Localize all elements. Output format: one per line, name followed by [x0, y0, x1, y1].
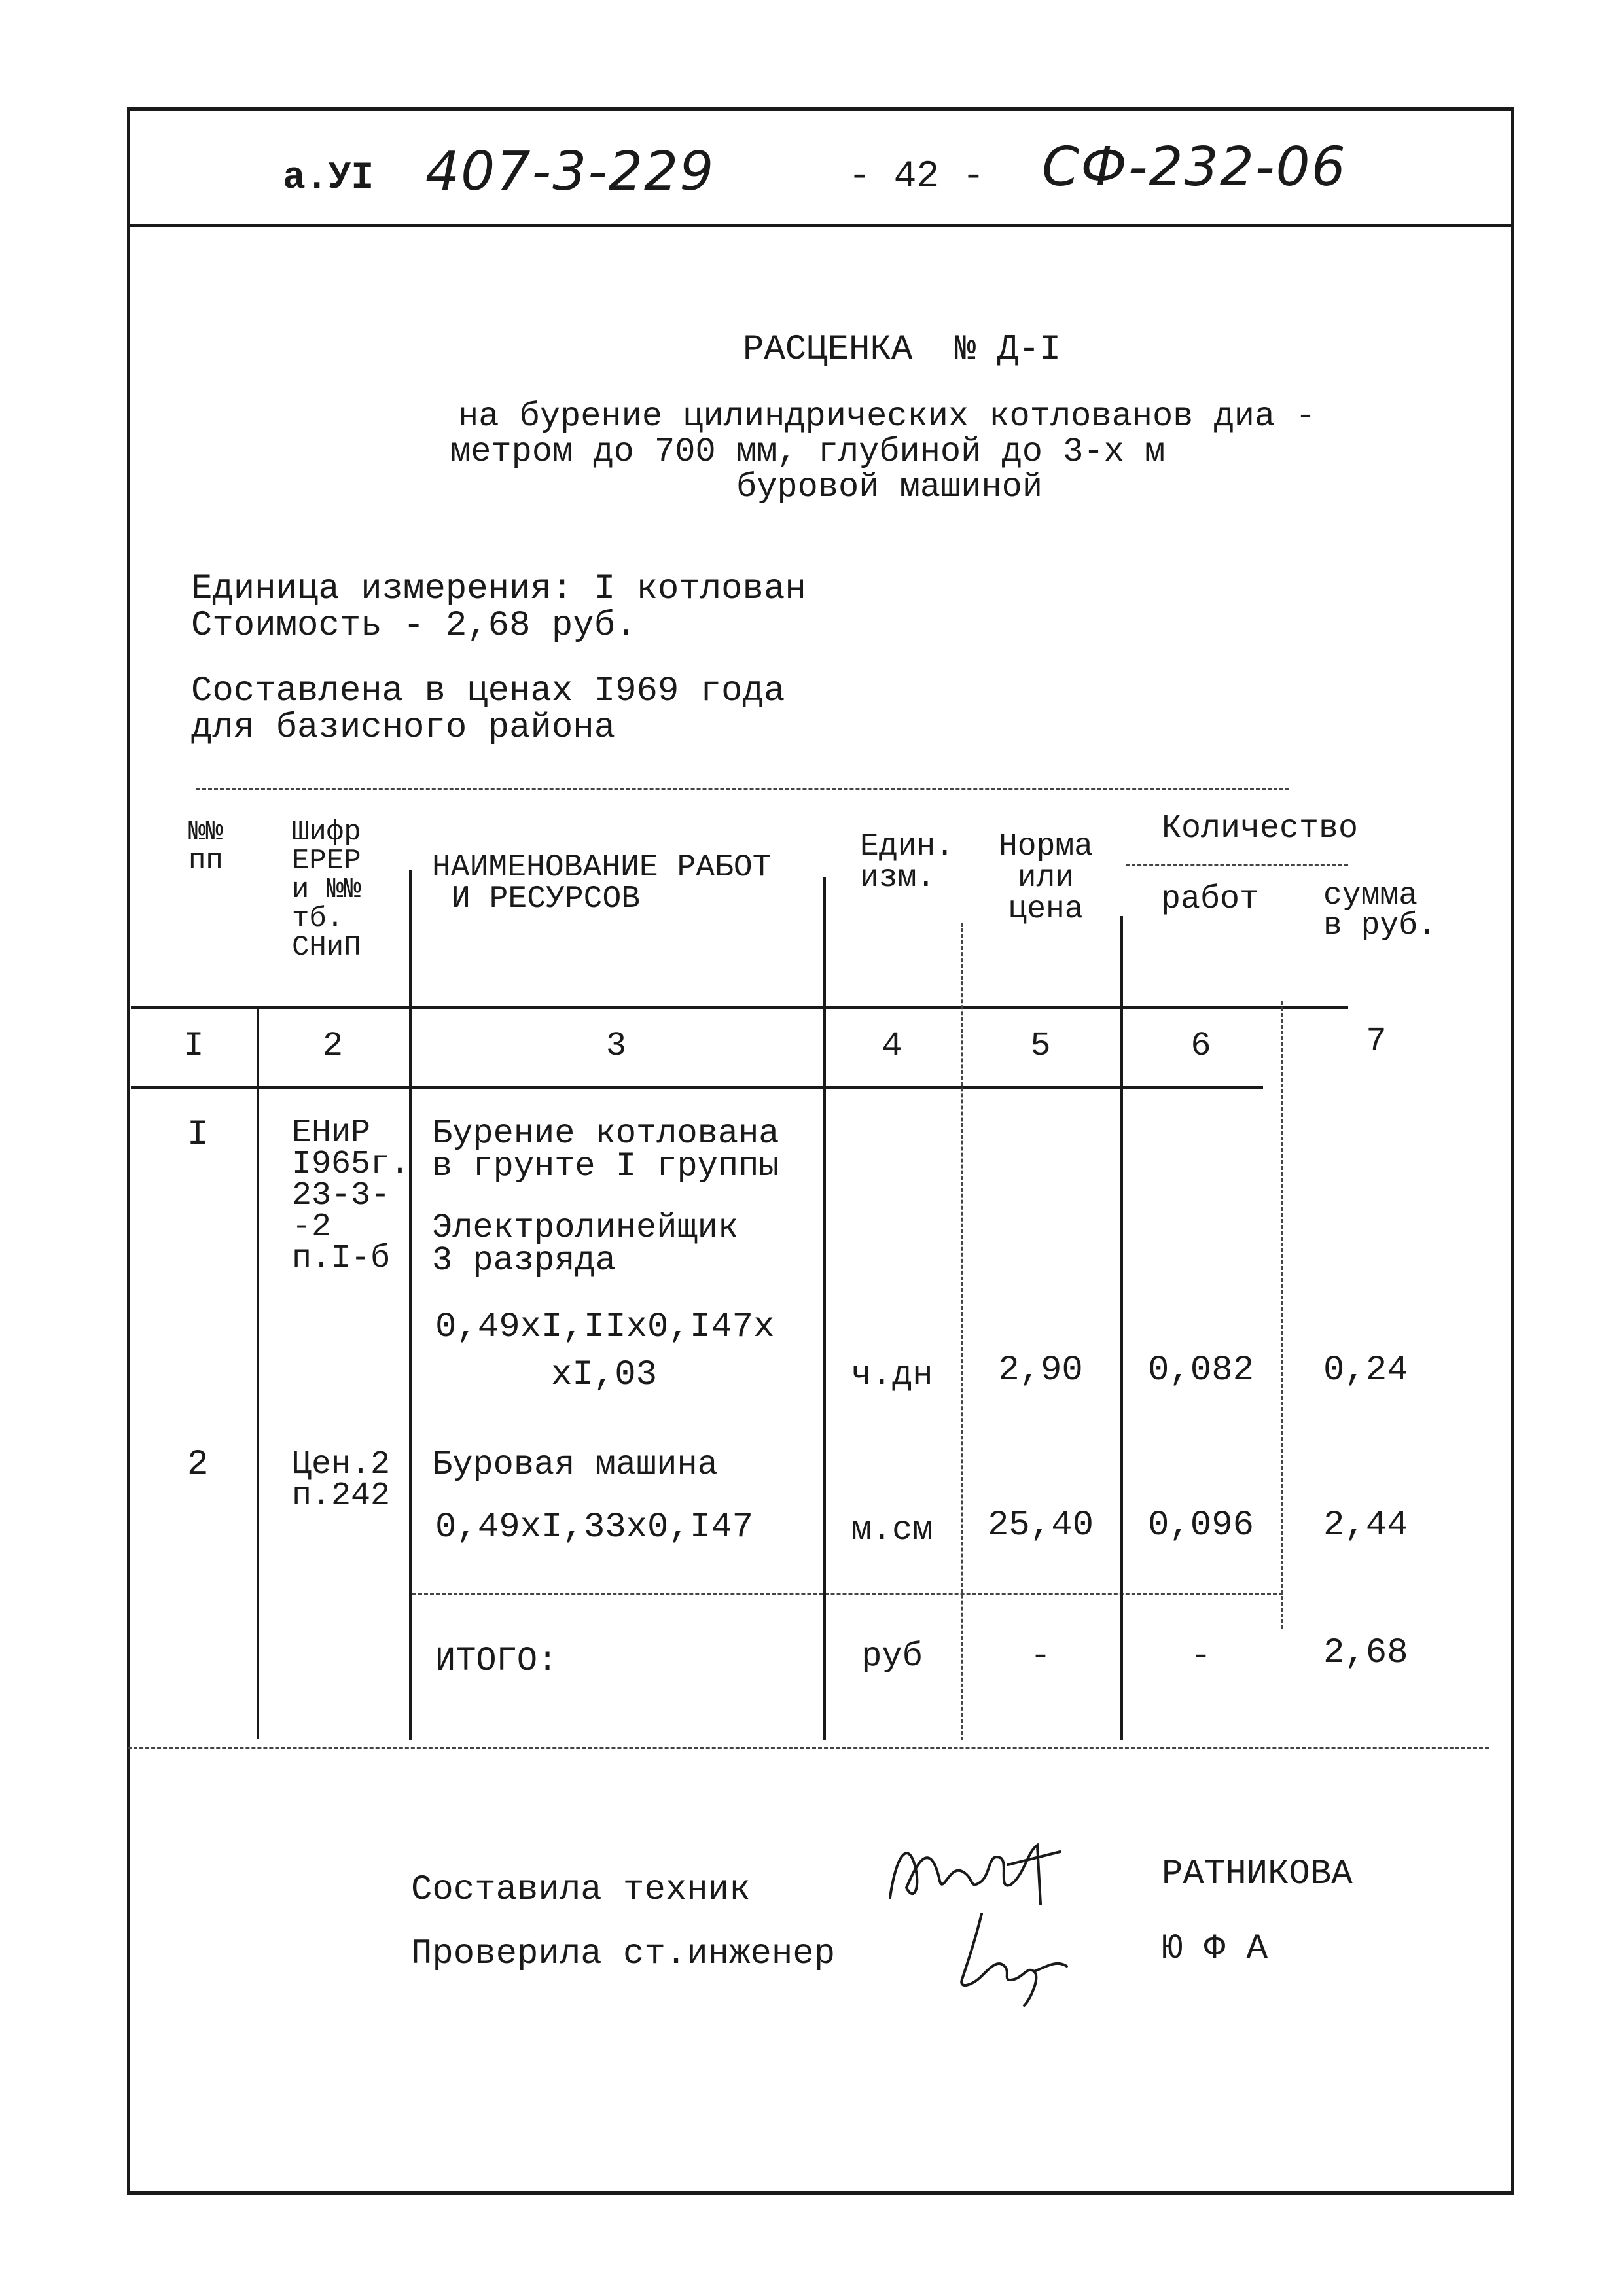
table-bottom-line [128, 1747, 1489, 1749]
row2-work: 0,096 [1147, 1506, 1255, 1545]
header-sum-line-1: сумма [1323, 878, 1418, 913]
row2-formula: 0,49хI,33х0,I47 [435, 1508, 754, 1547]
subtitle-line-3: буровой машиной [736, 468, 1043, 506]
col-divider-3 [823, 877, 826, 1740]
row2-num: 2 [187, 1445, 209, 1485]
header-code-line-1: Шифр [292, 816, 361, 849]
row1-name-resource [432, 1209, 739, 1280]
row1-unit: ч.дн [851, 1356, 933, 1394]
checked-by-label: Проверила ст.инженер [411, 1934, 836, 1974]
row1-code-line-3: 23-3- [292, 1177, 391, 1214]
row2-sum: 2,44 [1323, 1506, 1408, 1545]
row1-code-line-5: п.I-б [292, 1240, 391, 1277]
checked-by-name: Ю Ф А [1162, 1929, 1268, 1969]
row1-work: 0,082 [1147, 1351, 1255, 1390]
col-number-1: I [183, 1027, 204, 1065]
row1-code-line-2: I965г. [292, 1146, 410, 1183]
row2-code-line-1: Цен.2 [292, 1446, 391, 1483]
header-unit-line-1: Един. [860, 829, 955, 864]
document-code: СФ-232-06 [1042, 136, 1347, 198]
header-norm [987, 831, 1105, 925]
header-num [188, 818, 223, 875]
header-code-line-2: ЕРЕР [292, 845, 361, 877]
total-separator-line [412, 1593, 1283, 1595]
header-name-line-1: НАИМЕНОВАНИЕ РАБОТ [432, 850, 772, 885]
compiled-by-label: Составила техник [411, 1870, 751, 1910]
row1-name-resource-line-1: Электролинейщик [432, 1209, 739, 1247]
row2-code-line-2: п.242 [292, 1477, 391, 1515]
row1-code-line-1: ЕНиР [292, 1114, 371, 1152]
row1-norm: 2,90 [998, 1351, 1083, 1390]
header-work: работ [1161, 881, 1260, 918]
header-code-line-5: СНиП [292, 931, 361, 964]
prices-line-1: Составлена в ценах I969 года [191, 671, 785, 711]
header-norm-line-2: или [1017, 860, 1075, 896]
col-number-6: 6 [1190, 1027, 1211, 1065]
header-num-line-1: №№ [188, 816, 223, 849]
header-unit-line-2: изм. [860, 860, 936, 896]
header-qty-group: Количество [1162, 810, 1359, 847]
header-norm-line-3: цена [1008, 892, 1084, 927]
header-code-line-4: тб. [292, 902, 344, 935]
row1-name-work-line-2: в грунте I группы [432, 1147, 779, 1186]
prices-line-2: для базисного района [191, 708, 616, 748]
row1-name-work [432, 1114, 779, 1186]
header-code [292, 818, 361, 962]
col-number-4: 4 [882, 1027, 902, 1065]
header-sum-line-2: в руб. [1323, 908, 1436, 944]
header-unit [860, 831, 954, 894]
col-number-3: 3 [605, 1027, 627, 1065]
row2-name: Буровая машина [432, 1445, 718, 1484]
col-divider-2 [409, 870, 412, 1740]
compiled-by-name: РАТНИКОВА [1162, 1854, 1353, 1894]
cost-line: Стоимость - 2,68 руб. [191, 606, 637, 646]
header-name [432, 852, 771, 915]
document-heading: РАСЦЕНКА № Д-I [743, 330, 1061, 370]
row1-sum: 0,24 [1323, 1351, 1408, 1390]
unit-of-measure: Единица измерения: I котлован [191, 569, 806, 609]
row2-code [292, 1446, 391, 1515]
col-number-5: 5 [1030, 1027, 1051, 1065]
table-top-line [196, 788, 1289, 790]
row2-unit: м.см [851, 1511, 933, 1549]
row1-name-work-line-1: Бурение котлована [432, 1114, 779, 1153]
row1-code [292, 1114, 410, 1277]
total-sum: 2,68 [1323, 1633, 1408, 1673]
row1-name-resource-line-2: 3 разряда [432, 1241, 616, 1280]
total-norm: - [1029, 1636, 1052, 1676]
header-code-line-3: и №№ [292, 874, 361, 906]
album-label: а.УI [283, 157, 374, 200]
frame-top-line [127, 107, 1511, 111]
page-number: - 42 - [848, 156, 985, 198]
col-number-7: 7 [1366, 1022, 1387, 1061]
total-work: - [1190, 1636, 1212, 1676]
col-number-2: 2 [322, 1027, 344, 1065]
col-divider-1 [257, 1006, 259, 1739]
header-num-line-2: пп [188, 845, 223, 877]
row1-num: I [187, 1115, 209, 1155]
header-name-line-2: И РЕСУРСОВ [452, 881, 641, 917]
row2-norm: 25,40 [987, 1506, 1094, 1545]
col-number-bottom-line [131, 1086, 1263, 1089]
col-number-top-line [131, 1006, 1348, 1009]
header-sum [1323, 878, 1436, 944]
total-label: ИТОГО: [435, 1642, 558, 1680]
col-divider-6 [1281, 1001, 1283, 1629]
subtitle-line-2: метром до 700 мм, глубиной до 3-х м [450, 433, 1166, 471]
checked-signature [942, 1901, 1086, 2012]
doc-number: 407-3-229 [425, 141, 715, 203]
row1-formula-line-1: 0,49хI,IIх0,I47х [435, 1307, 775, 1347]
qty-group-divider [1126, 864, 1348, 866]
row1-formula-line-2: хI,03 [551, 1355, 658, 1395]
total-unit: руб [861, 1637, 923, 1676]
subtitle-line-1: на бурение цилиндрических котлованов диа - [458, 397, 1316, 436]
row1-code-line-4: -2 [292, 1209, 332, 1246]
header-norm-line-1: Норма [998, 829, 1094, 864]
header-divider [127, 224, 1511, 227]
